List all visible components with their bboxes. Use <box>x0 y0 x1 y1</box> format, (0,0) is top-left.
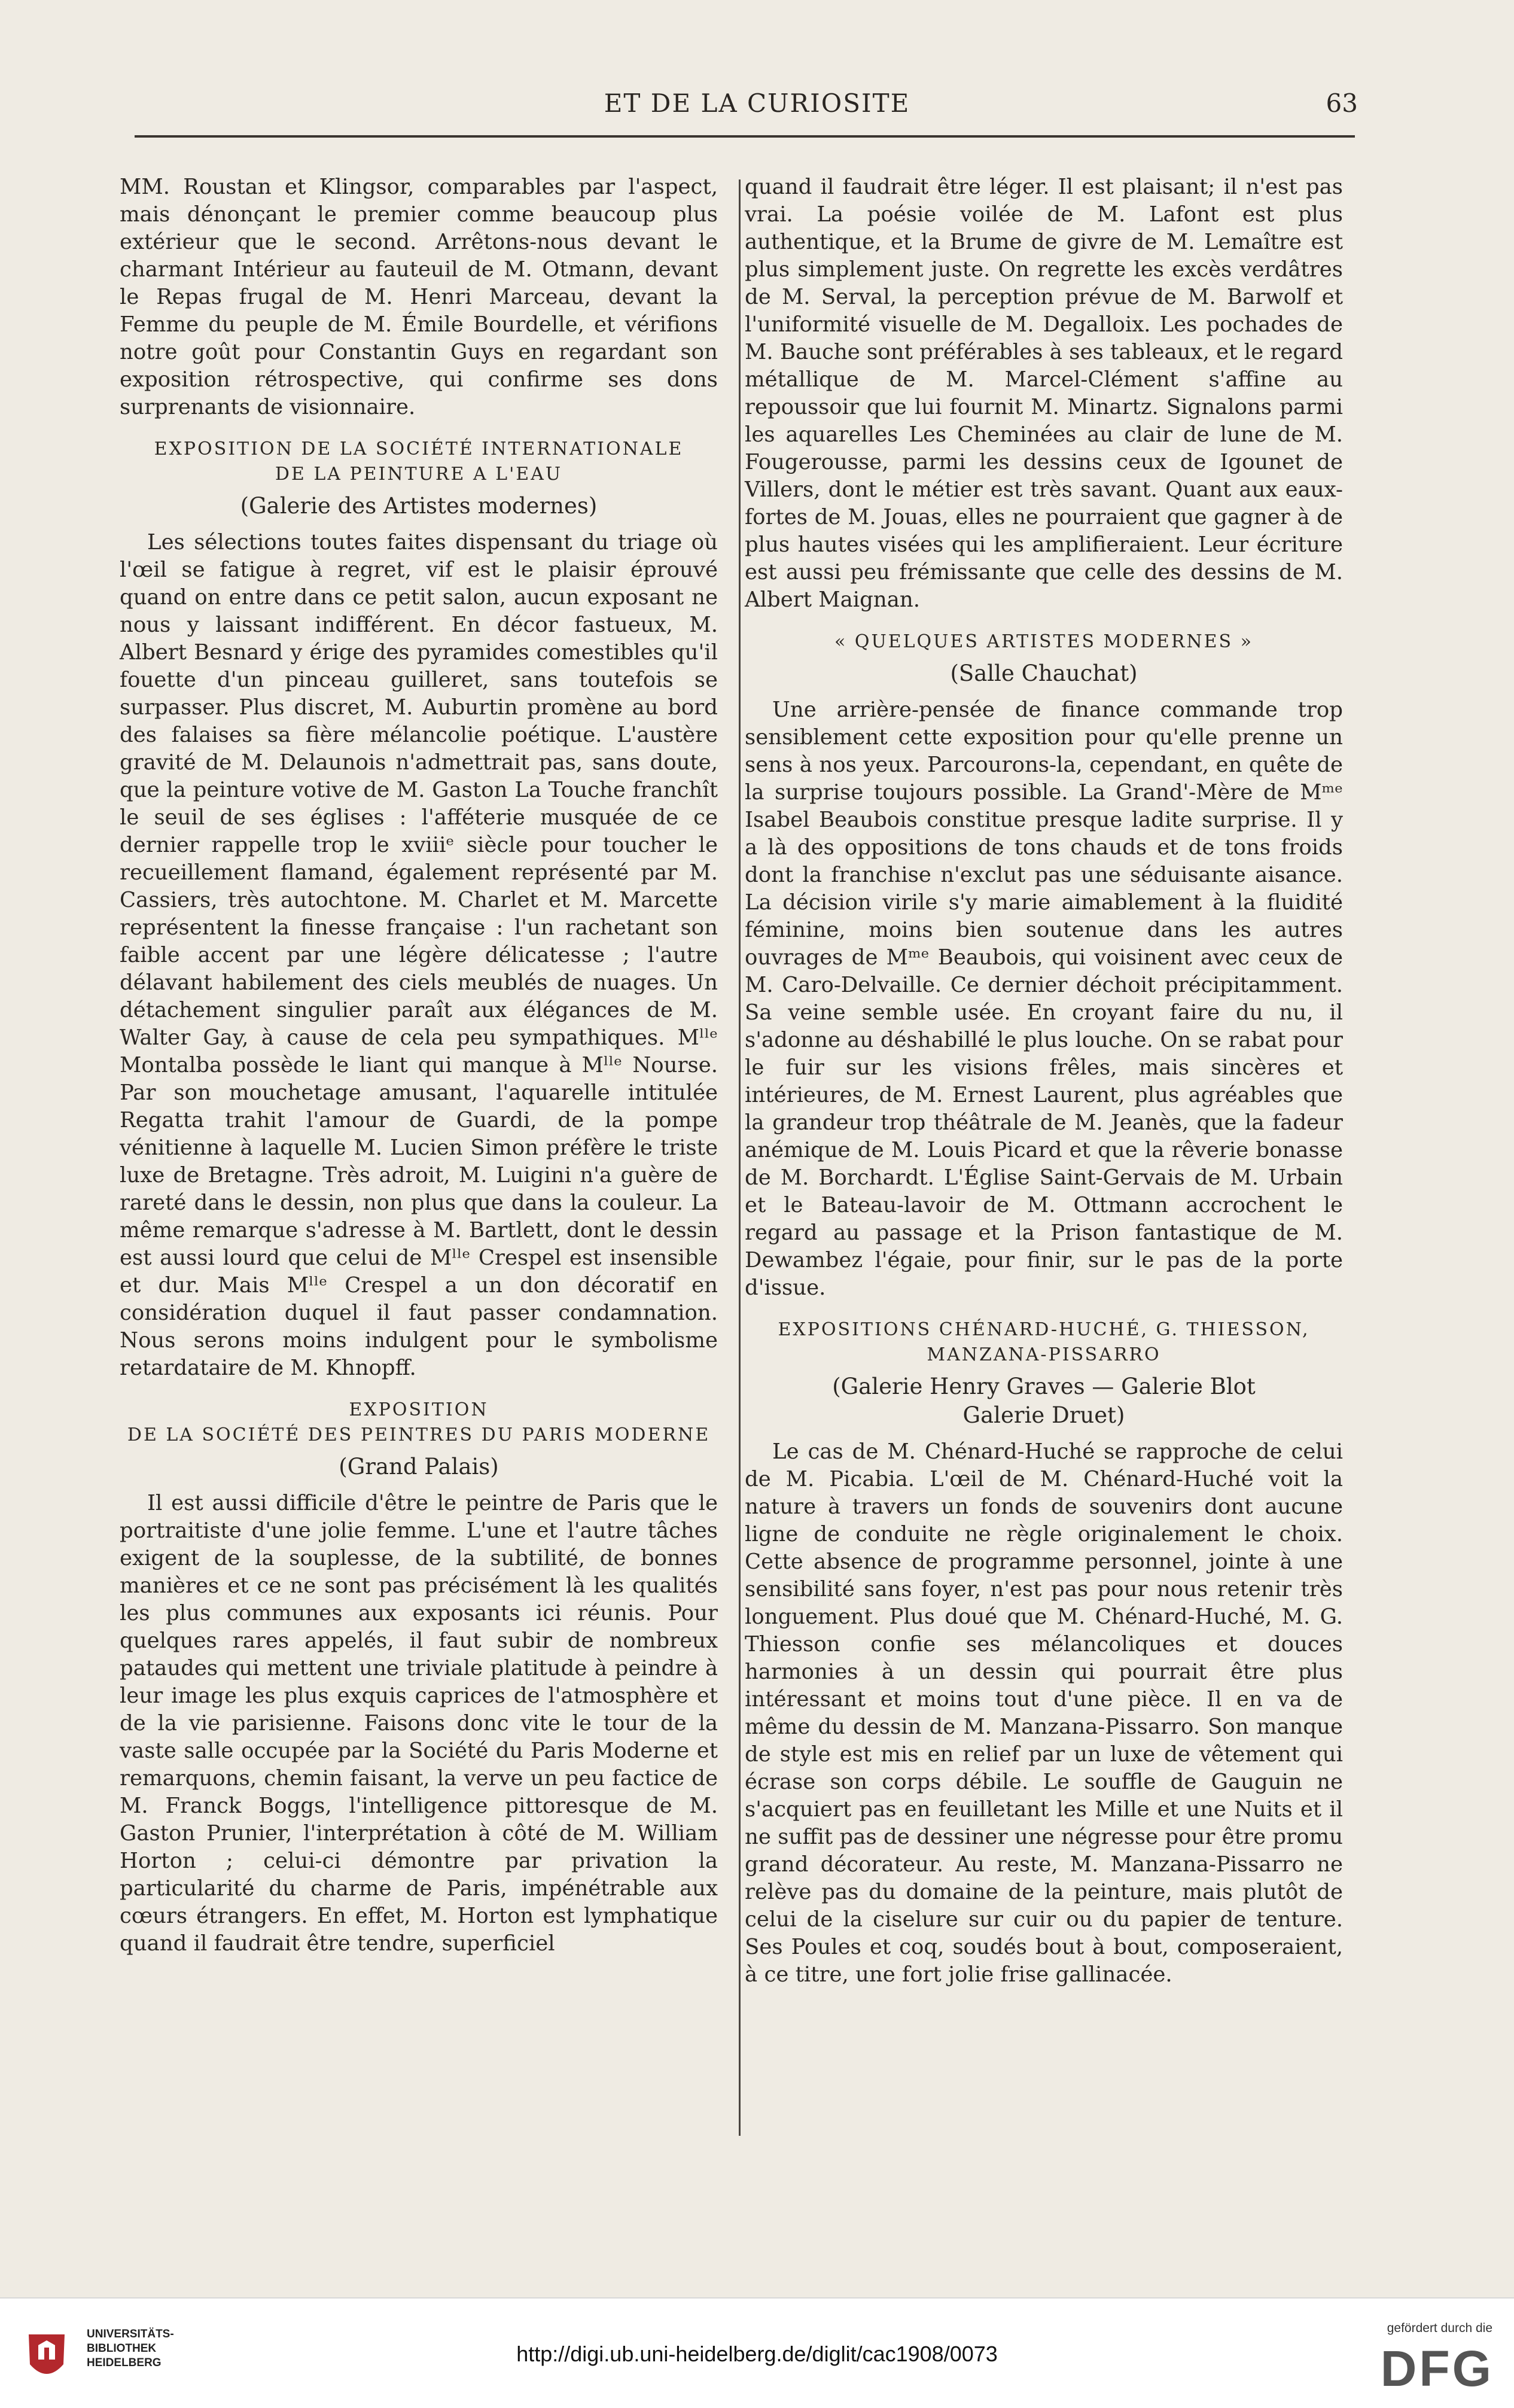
paragraph: Une arrière-pensée de finance commande trop sensiblement cette exposition pour qu'elle prenne un sens à nos yeux. Parcourons-la, cependant, en quête de la surprise toujours possible. La Grand'-Mère de Mᵐᵉ Isabel Beaubois constitue presque ladite surprise. Il y a là des oppositions de tons chauds et de tons froids dont la franchise n'exclut pas une séduisante aisance. La décision virile s'y marie aimablement à la fluidité féminine, moins bien soutenue dans les autres ouvrages de Mᵐᵉ Beaubois, qui voisinent avec ceux de M. Caro-Delvaille. Ce dernier déchoit précipitamment. Sa veine semble usée. En croyant faire du nu, il s'adonne au déshabillé le plus louche. On se rabat pour le fuir sur les visions frêles, mais sincères et intérieures, de M. Ernest Laurent, plus agréables que la grandeur trop théâtrale de M. Jeanès, que la fadeur anémique de M. Louis Picard et que la rêverie bonasse de M. Borchardt. L'Église Saint-Gervais de M. Urbain et le Bateau-lavoir de M. Ottmann accrochent le regard au passage et la Prison fantastique de M. Dewambez l'égaie, pour finir, sur le pas de la porte d'issue. <box>745 698 1343 1300</box>
section-heading-line: DE LA PEINTURE A L'EAU <box>275 464 563 485</box>
running-head: ET DE LA CURIOSITE <box>604 89 910 118</box>
section-heading: « QUELQUES ARTISTES MODERNES » <box>834 631 1254 652</box>
section-venue-line: (Galerie Henry Graves — Galerie Blot <box>832 1374 1256 1399</box>
paragraph: Il est aussi difficile d'être le peintre de Paris que le portraitiste d'une jolie femme. L'une et l'autre tâches exigent de la souplesse, de la subtilité, de bonnes manières et ce ne sont pas précisément là les qualités les plus communes aux exposants ici réunis. Pour quelques rares appelés, il faut subir de nombreux pataudes qui mettent une triviale platitude à peindre à leur image les plus exquis caprices de l'atmosphère et de la vie parisienne. Faisons donc vite le tour de la vaste salle occupée par la Société du Paris Moderne et remarquons, chemin faisant, la verve un peu factice de M. Franck Boggs, l'intelligence pittoresque de M. Gaston Prunier, l'interprétation à côté de M. William Horton ; celui-ci démontre par privation la particularité du charme de Paris, impénétrable aux cœurs étrangers. En effet, M. Horton est lymphatique quand il faudrait être tendre, superficiel <box>120 1491 718 1956</box>
digitization-footer <box>0 2297 1514 2408</box>
section-heading-line: EXPOSITION DE LA SOCIÉTÉ INTERNATIONALE <box>154 439 684 459</box>
section-heading <box>745 1317 1343 1368</box>
sponsor-label: gefördert durch die <box>1387 2321 1492 2335</box>
section-heading-line: EXPOSITIONS CHÉNARD-HUCHÉ, G. THIESSON, <box>778 1319 1310 1340</box>
section-heading <box>120 437 718 487</box>
section-venue <box>745 1372 1343 1430</box>
section-venue: (Salle Chauchat) <box>950 660 1138 686</box>
right-column <box>745 173 1343 1989</box>
column-divider <box>739 179 741 2136</box>
paragraph: Les sélections toutes faites dispensant du triage où l'œil se fatigue à regret, vif est le plaisir éprouvé quand on entre dans ce petit salon, aucun exposant ne nous y laissant indifférent. En décor fastueux, M. Albert Besnard y érige des pyramides comestibles qu'il fouette d'un pinceau guilleret, sans toutefois se surpasser. Plus discret, M. Auburtin promène au bord des falaises sa fière mélancolie poétique. L'austère gravité de M. Delaunois n'admettrait pas, sans doute, que la peinture votive de M. Gaston La Touche franchît le seuil de ses églises : l'afféterie musquée de ce dernier rappelle trop le xviiiᵉ siècle pour toucher le recueillement flamand, également représenté par M. Cassiers, très autochtone. M. Charlet et M. Marcette représentent la finesse française : l'un rachetant son faible accent par une légère délicatesse ; l'autre délavant habilement des ciels meublés de nuages. Un détachement singulier paraît aux élégances de M. Walter Gay, à cause de cela peu sympathiques. Mˡˡᵉ Montalba possède le liant qui manque à Mˡˡᵉ Nourse. Par son mouchetage amusant, l'aquarelle intitulée Regatta trahit l'amour de Guardi, de la pompe vénitienne à laquelle M. Lucien Simon préfère le triste luxe de Bretagne. Très adroit, M. Luigini n'a guère de rareté dans le dessin, non plus que dans la couleur. La même remarque s'adresse à M. Bartlett, dont le dessin est aussi lourd que celui de Mˡˡᵉ Crespel est insensible et dur. Mais Mˡˡᵉ Crespel a un don décoratif en considération duquel il faut passer condamnation. Nous serons moins indulgent pour le symbolisme retardataire de M. Khnopff. <box>120 530 718 1380</box>
institution-name-line: UNIVERSITÄTS- <box>87 2328 174 2340</box>
institution-name-line: HEIDELBERG <box>87 2357 162 2369</box>
page-number: 63 <box>1326 89 1358 118</box>
paragraph: quand il faudrait être léger. Il est plaisant; il n'est pas vrai. La poésie voilée de M. Lafont est plus authentique, et la Brume de givre de M. Lemaître est plus simplement juste. On regrette les excès verdâtres de M. Serval, la perception prévue de M. Barwolf et l'uniformité visuelle de M. Degalloix. Les pochades de M. Bauche sont préférables à ses tableaux, et le regard métallique de M. Marcel-Clément s'affine au repoussoir que lui fournit M. Minartz. Signalons parmi les aquarelles Les Cheminées au clair de lune de M. Fougerousse, parmi les dessins ceux de Igounet de Villers, dont le métier est très savant. Quant aux eaux-fortes de M. Jouas, elles ne pourraient que gagner à de plus hautes visées qui les amplifieraient. Leur écriture est aussi peu frémissante que celle des dessins de M. Albert Maignan. <box>745 175 1343 612</box>
section-venue-line: Galerie Druet) <box>962 1402 1125 1428</box>
section-venue: (Grand Palais) <box>339 1454 499 1479</box>
section-venue: (Galerie des Artistes modernes) <box>240 493 598 519</box>
header-rule <box>135 135 1355 138</box>
section-heading <box>120 1398 718 1448</box>
left-column <box>120 173 718 1958</box>
institution-name-line: BIBLIOTHEK <box>87 2342 157 2355</box>
section-heading-line: EXPOSITION <box>349 1399 489 1420</box>
permalink-url[interactable]: http://digi.ub.uni-heidelberg.de/diglit/cac1908/0073 <box>516 2342 998 2366</box>
paragraph: MM. Roustan et Klingsor, comparables par l'aspect, mais dénonçant le premier comme beaucoup plus extérieur que le second. Arrêtons-nous devant le charmant Intérieur au fauteuil de M. Otmann, devant le Repas frugal de M. Henri Marceau, devant la Femme du peuple de M. Émile Bourdelle, et vérifions notre goût pour Constantin Guys en regardant son exposition rétrospective, qui confirme ses dons surprenants de visionnaire. <box>120 175 718 419</box>
dfg-logo[interactable]: DFG <box>1380 2340 1494 2397</box>
section-heading-line: DE LA SOCIÉTÉ DES PEINTRES DU PARIS MODERNE <box>127 1424 711 1445</box>
section-heading-line: MANZANA-PISSARRO <box>927 1344 1161 1365</box>
paragraph: Le cas de M. Chénard-Huché se rapproche de celui de M. Picabia. L'œil de M. Chénard-Huché voit la nature à travers un fonds de souvenirs dont aucune ligne de conduite ne règle originalement le choix. Cette absence de programme personnel, jointe à une sensibilité sans foyer, n'est pas pour nous retenir très longuement. Plus doué que M. Chénard-Huché, M. G. Thiesson confie ses mélancoliques et douces harmonies à un dessin qui pourrait être plus intéressant et moins tout d'une pièce. Il en va de même du dessin de M. Manzana-Pissarro. Son manque de style est mis en relief par un luxe de vêtement qui écrase son corps débile. Le souffle de Gauguin ne s'acquiert pas en feuilletant les Mille et une Nuits et il ne suffit pas de dessiner une négresse pour être promu grand décorateur. Au reste, M. Manzana-Pissarro ne relève pas du domaine de la peinture, mais plutôt de celui de la ciselure sur cuir ou du papier de tenture. Ses Poules et coq, soudés bout à bout, composeraient, à ce titre, une fort jolie frise gallinacée. <box>745 1439 1343 1987</box>
